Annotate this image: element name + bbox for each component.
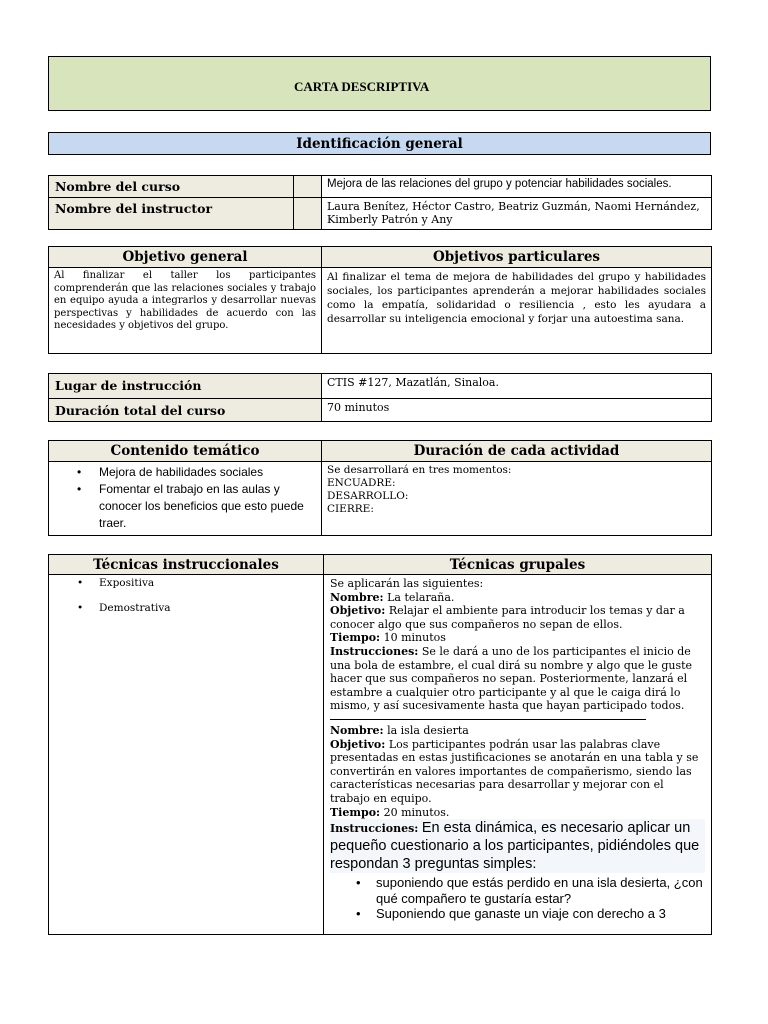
course-name-value: Mejora de las relaciones del grupo y potenciar habilidades sociales. <box>322 176 712 198</box>
content-header: Contenido temático <box>49 441 322 462</box>
moments-intro: Se desarrollará en tres momentos: <box>327 464 512 476</box>
instructional-list <box>49 575 323 614</box>
list-item: • Expositiva <box>99 577 323 589</box>
list-item: • Suponiendo que ganaste un viaje con derecho a 3 <box>376 906 705 922</box>
list-item: • suponiendo que estás perdido en una isla desierta, ¿con qué compañero te gustaría estar? <box>376 875 705 906</box>
questions-list <box>330 875 705 922</box>
general-objective-header: Objetivo general <box>49 247 322 268</box>
particular-objectives-text: Al finalizar el tema de mejora de habilidades del grupo y habilidades sociales, los participantes aprenderán a mejorar habilidades sociales como la empatía, solidaridad o resiliencia , esto les ayudara a desarrollar su inteligencia emocional y forjar una autoestima sana. <box>322 268 712 354</box>
techniques-intro: Se aplicarán las siguientes: <box>330 577 484 590</box>
technique-2-objective: Objetivo: Los participantes podrán usar las palabras clave presentadas en estas justificaciones se anotarán en una tabla y se convertirán en valores importantes de compañerismo, siendo las características necesarias para desarrollar y mejorar con el trabajo en equipo. <box>330 737 699 805</box>
topics-cell <box>49 462 322 536</box>
group-techniques-header: Técnicas grupales <box>324 555 712 575</box>
section-general-heading: Identificación general <box>48 132 711 155</box>
list-item: • Fomentar el trabajo en las aulas y conocer los beneficios que esto puede traer. <box>99 481 321 532</box>
technique-1-time: Tiempo: 10 minutos <box>330 631 446 645</box>
content-table <box>48 440 712 536</box>
technique-2-time: Tiempo: 20 minutos. <box>330 805 450 819</box>
activity-duration-header: Duración de cada actividad <box>322 441 712 462</box>
spacer-cell <box>294 198 322 230</box>
technique-1-objective: Objetivo: Relajar el ambiente para introducir los temas y dar a conocer algo que sus compañeros no sepan de ellos. <box>330 604 685 631</box>
separator-line <box>330 719 646 720</box>
course-table <box>48 175 712 230</box>
instructor-value: Laura Benítez, Héctor Castro, Beatriz Guzmán, Naomi Hernández, Kimberly Patrón y Any <box>322 198 712 230</box>
duration-label: Duración total del curso <box>49 399 322 422</box>
list-item: • Demostrativa <box>99 602 323 614</box>
title-banner <box>48 56 711 111</box>
instructor-label: Nombre del instructor <box>49 198 294 230</box>
course-name-label: Nombre del curso <box>49 176 294 198</box>
particular-objectives-header: Objetivos particulares <box>322 247 712 268</box>
techniques-table <box>48 554 712 935</box>
technique-2-instructions: Instrucciones: En esta dinámica, es necesario aplicar un pequeño cuestionario a los participantes, pidiéndoles que respondan 3 preguntas simples: <box>330 819 705 873</box>
moment-item: DESARROLLO: <box>327 490 409 502</box>
duration-value: 70 minutos <box>322 399 712 422</box>
document-title: CARTA DESCRIPTIVA <box>294 79 430 94</box>
objectives-table <box>48 246 712 354</box>
general-objective-text: Al finalizar el taller los participantes comprenderán que las relaciones sociales y trabajo en equipo ayuda a integrarlos y desarrollar nuevas perspectivas y habilidades de acuerdo con las necesidades y objetivos del grupo. <box>49 268 322 354</box>
technique-2-name: Nombre: la isla desierta <box>330 723 469 737</box>
spacer-cell <box>294 176 322 198</box>
moments-cell <box>322 462 712 536</box>
instructional-cell <box>49 575 324 935</box>
location-table <box>48 373 712 422</box>
instructional-techniques-header: Técnicas instruccionales <box>49 555 324 575</box>
technique-1-instructions: Instrucciones: Se le dará a uno de los participantes el inicio de una bola de estambre, el cual dirá su nombre y algo que le guste hacer que sus compañeros no sepan. Posteriormente, lanzará el estambre a cualquier otro participante y al que le caiga dirá lo mismo, y así sucesivamente hasta que hayan participado todos. <box>330 644 693 713</box>
moment-item: CIERRE: <box>327 503 374 515</box>
place-value: CTIS #127, Mazatlán, Sinaloa. <box>322 374 712 399</box>
group-techniques-cell <box>324 575 712 935</box>
place-label: Lugar de instrucción <box>49 374 322 399</box>
topics-list <box>49 462 321 532</box>
technique-1-name: Nombre: La telaraña. <box>330 590 455 604</box>
moment-item: ENCUADRE: <box>327 477 396 489</box>
list-item: • Mejora de habilidades sociales <box>99 464 321 481</box>
